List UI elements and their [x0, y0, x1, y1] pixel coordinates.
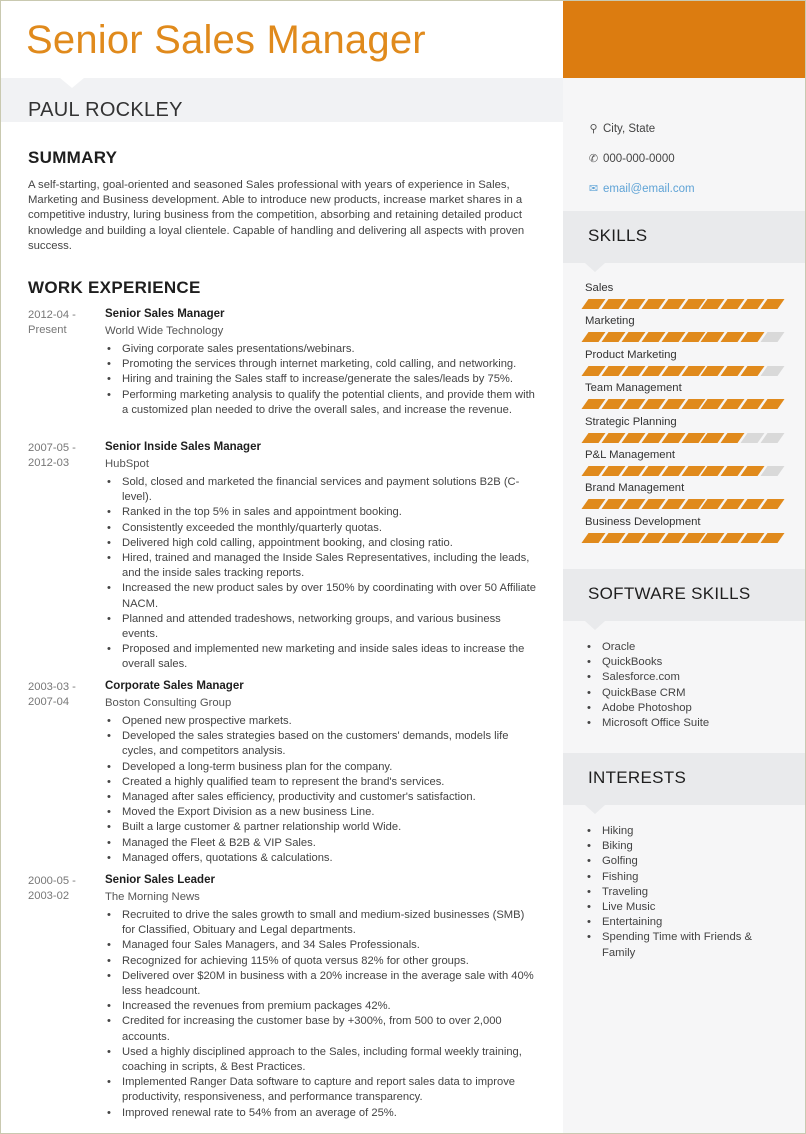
skill-level-bar [585, 533, 781, 543]
interest-item: • Golfing [587, 854, 767, 869]
interests-heading: INTERESTS [588, 768, 687, 787]
summary-text: A self-starting, goal-oriented and seasoned Sales professional with years of experience in Sales, Marketing and Business development. Able to introduce new products, increase market shares in a competitive industry, luring business from the competition, absorbing and retaining detailed product knowledge and building a loyal clientele. Capable of handling and delivering all aspects with proven success. [28, 179, 525, 252]
skill-label: Brand Management [585, 482, 685, 495]
job-bullet: • Performing marketing analysis to qualify the potential clients, and provide them with a customized plan needed to drive the overall sales, and increase the revenue. [105, 388, 537, 418]
skill-level-bar [585, 299, 781, 309]
skill-level-bar [585, 466, 781, 476]
job-bullet: • Created a highly qualified team to represent the brand's services. [105, 775, 537, 790]
skill-item [585, 315, 781, 342]
job-bullet: • Recruited to drive the sales growth to small and medium-sized businesses (SMB) for Classified, Obituary and Legal departments. [105, 908, 537, 938]
skill-label: Strategic Planning [585, 415, 677, 428]
job-bullet: • Sold, closed and marketed the financial services and payment solutions B2B (C-level). [105, 475, 537, 505]
job-bullet: • Planned and attended tradeshows, networking groups, and various business events. [105, 612, 537, 642]
job-bullet: • Increased the revenues from premium packages 42%. [105, 999, 537, 1014]
accent-block [563, 1, 805, 78]
job-dates [28, 874, 100, 904]
job-bullet: • Credited for increasing the customer base by +300%, from 500 to over 2,000 accounts. [105, 1014, 537, 1044]
email-link[interactable]: email@email.com [603, 183, 695, 195]
skill-level-segment [761, 299, 785, 309]
skill-label: Business Development [585, 515, 701, 528]
phone-icon: ✆ [588, 153, 599, 165]
skill-item [585, 349, 781, 376]
interest-item: • Hiking [587, 824, 767, 839]
interests-list [587, 824, 767, 961]
skill-level-bar [585, 332, 781, 342]
software-item: • QuickBase CRM [587, 686, 767, 701]
interest-item: • Fishing [587, 870, 767, 885]
job-dates [28, 441, 100, 471]
skills-heading: SKILLS [588, 226, 648, 245]
software-skills-header [563, 569, 805, 621]
software-list [587, 640, 767, 731]
software-header-notch [585, 621, 605, 630]
skill-label: Marketing [585, 315, 635, 328]
job-title: Senior Sales Manager [105, 308, 225, 320]
job-bullets [105, 714, 537, 866]
interest-item: • Spending Time with Friends & Family [587, 930, 767, 960]
skill-label: Team Management [585, 382, 682, 395]
job-bullet: • Ranked in the top 5% in sales and appointment booking. [105, 505, 537, 520]
job-bullets [105, 475, 537, 673]
skill-label: Sales [585, 282, 614, 294]
job-bullet: • Consistently exceeded the monthly/quarterly quotas. [105, 521, 537, 536]
software-item: • Oracle [587, 640, 767, 655]
software-item: • Microsoft Office Suite [587, 716, 767, 731]
skill-level-bar [585, 433, 781, 443]
job-title: Senior Sales Leader [105, 874, 215, 886]
job-company: Boston Consulting Group [105, 697, 232, 709]
contact-location [588, 122, 655, 135]
job-company: The Morning News [105, 891, 200, 903]
job-bullet: • Opened new prospective markets. [105, 714, 537, 729]
job-bullet: • Managed four Sales Managers, and 34 Sales Professionals. [105, 938, 537, 953]
software-item: • QuickBooks [587, 655, 767, 670]
job-bullet: • Increased the new product sales by over 150% by coordinating with over 50 Affiliate NACM. [105, 581, 537, 611]
interest-item: • Biking [587, 839, 767, 854]
contact-email[interactable] [588, 182, 695, 195]
skill-level-segment [761, 366, 785, 376]
job-bullet: • Delivered over $20M in business with a 20% increase in the average sale with 40% less headcount. [105, 969, 537, 999]
interest-item: • Live Music [587, 900, 767, 915]
job-bullets [105, 342, 537, 418]
job-date-end: 2007-04 [28, 696, 70, 709]
job-date-end: 2003-02 [28, 890, 70, 903]
job-bullet: • Developed a long-term business plan for the company. [105, 760, 537, 775]
job-dates [28, 308, 100, 338]
skill-label: Product Marketing [585, 348, 677, 361]
skills-header [563, 211, 805, 263]
job-title: Senior Inside Sales Manager [105, 441, 261, 453]
interests-header [563, 753, 805, 805]
interest-item: • Entertaining [587, 915, 767, 930]
contact-phone [588, 152, 675, 165]
interest-item: • Traveling [587, 885, 767, 900]
job-bullet: • Used a highly disciplined approach to the Sales, including formal weekly training, coaching in scripts, & Best Practices. [105, 1045, 537, 1075]
skill-label: P&L Management [585, 449, 676, 461]
skill-item [585, 282, 781, 309]
job-bullet: • Managed offers, quotations & calculations. [105, 851, 537, 866]
skill-item [585, 516, 781, 543]
location-text: City, State [603, 123, 656, 135]
skill-item [585, 482, 781, 509]
skill-item [585, 449, 781, 476]
skill-level-bar [585, 366, 781, 376]
job-bullet: • Giving corporate sales presentations/webinars. [105, 342, 537, 357]
skill-item [585, 416, 781, 443]
resume-title: Senior Sales Manager [26, 18, 426, 62]
map-pin-icon: ⚲ [589, 123, 598, 135]
job-bullet: • Moved the Export Division as a new business Line. [105, 805, 537, 820]
job-bullet: • Built a large customer & partner relationship world Wide. [105, 820, 537, 835]
skill-level-segment [761, 499, 785, 509]
software-skills-heading: SOFTWARE SKILLS [588, 584, 751, 603]
summary-heading: SUMMARY [28, 148, 118, 167]
job-date-end: 2012-03 [28, 457, 70, 470]
job-date-start: 2000-05 - [28, 875, 76, 887]
job-bullets [105, 908, 537, 1121]
name-band-notch [60, 78, 84, 88]
job-bullet: • Implemented Ranger Data software to capture and report sales data to improve productivity, responsiveness, and performance transparency. [105, 1075, 537, 1105]
job-bullet: • Managed after sales efficiency, productivity and customer's satisfaction. [105, 790, 537, 805]
job-bullet: • Delivered high cold calling, appointment booking, and closing ratio. [105, 536, 537, 551]
skill-level-segment [761, 399, 785, 409]
skill-level-bar [585, 499, 781, 509]
envelope-icon: ✉ [588, 183, 599, 195]
job-bullet: • Promoting the services through internet marketing, cold calling, and networking. [105, 357, 537, 372]
job-date-end: Present [28, 324, 67, 337]
job-bullet: • Proposed and implemented new marketing and inside sales ideas to increase the overall sales. [105, 642, 537, 672]
job-bullet: • Hired, trained and managed the Inside Sales Representatives, including the leads, and the inside sales tracking reports. [105, 551, 537, 581]
job-date-start: 2007-05 - [28, 442, 76, 454]
skill-level-segment [761, 332, 785, 342]
job-bullet: • Hiring and training the Sales staff to increase/generate the sales/leads by 75%. [105, 372, 537, 387]
software-item: • Salesforce.com [587, 670, 767, 685]
job-bullet: • Developed the sales strategies based on the customers' demands, models life cycles, and competitors analysis. [105, 729, 537, 759]
skill-level-bar [585, 399, 781, 409]
candidate-name: PAUL ROCKLEY [28, 99, 183, 121]
skill-level-segment [761, 533, 785, 543]
job-bullet: • Managed the Fleet & B2B & VIP Sales. [105, 836, 537, 851]
job-title: Corporate Sales Manager [105, 680, 244, 692]
interests-header-notch [585, 805, 605, 814]
job-bullet: • Improved renewal rate to 54% from an average of 25%. [105, 1106, 537, 1121]
job-date-start: 2003-03 - [28, 681, 76, 693]
job-bullet: • Recognized for achieving 115% of quota versus 82% for other groups. [105, 954, 537, 969]
job-company: HubSpot [105, 458, 149, 470]
job-date-start: 2012-04 - [28, 309, 76, 321]
phone-text: 000-000-0000 [603, 153, 675, 165]
work-experience-heading: WORK EXPERIENCE [28, 278, 201, 297]
skills-header-notch [585, 263, 605, 272]
skill-level-segment [761, 433, 785, 443]
job-dates [28, 680, 100, 710]
software-item: • Adobe Photoshop [587, 701, 767, 716]
job-company: World Wide Technology [105, 325, 224, 337]
skill-item [585, 382, 781, 409]
skill-level-segment [761, 466, 785, 476]
